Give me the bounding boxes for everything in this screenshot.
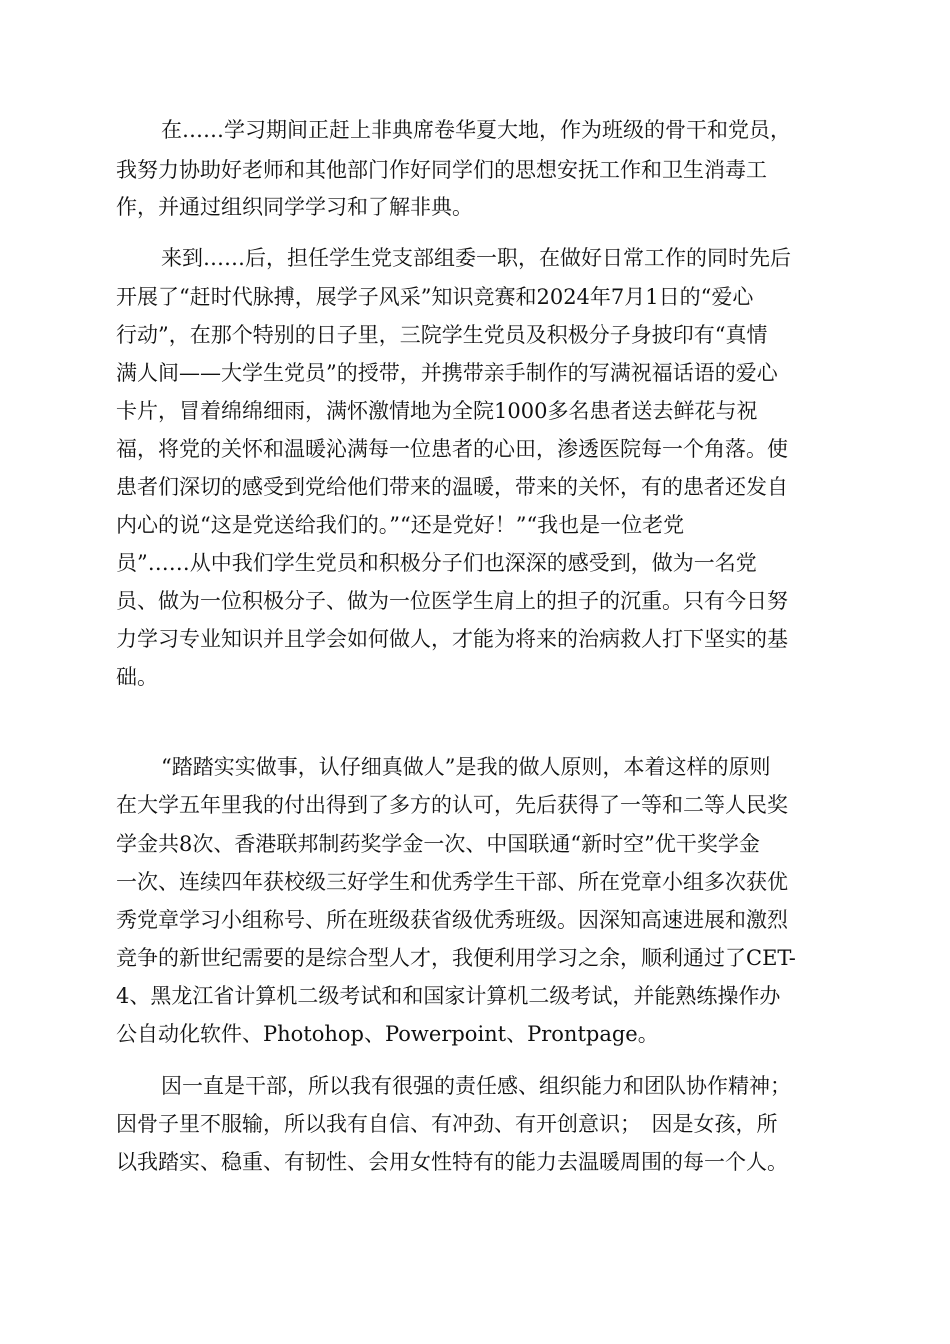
text-line: 患者们深切的感受到党给他们带来的温暖，带来的关怀，有的患者还发自 <box>116 475 788 499</box>
text-line: 员”……从中我们学生党员和积极分子们也深深的感受到，做为一名党 <box>116 551 757 575</box>
text-line: 学金共8次、香港联邦制药奖学金一次、中国联通“新时空”优干奖学金 <box>116 832 760 856</box>
text-line: 在……学习期间正赶上非典席卷华夏大地，作为班级的骨干和党员， <box>161 118 791 142</box>
text-line: 因一直是干部，所以我有很强的责任感、组织能力和团队协作精神； <box>161 1074 791 1098</box>
text-line: 内心的说“这是党送给我们的。”“还是党好！”“我也是一位老党 <box>116 513 685 537</box>
text-line: 4、黑龙江省计算机二级考试和和国家计算机二级考试，并能熟练操作办 <box>116 984 781 1008</box>
text-line: 因骨子里不服输，所以我有自信、有冲劲、有开创意识； 因是女孩，所 <box>116 1112 778 1136</box>
text-line: 力学习专业知识并且学会如何做人，才能为将来的治病救人打下坚实的基 <box>116 627 788 651</box>
text-line: 福，将党的关怀和温暖沁满每一位患者的心田，渗透医院每一个角落。使 <box>116 437 788 461</box>
text-line: 以我踏实、稳重、有韧性、会用女性特有的能力去温暖周围的每一个人。 <box>116 1150 788 1174</box>
text-line: 作，并通过组织同学学习和了解非典。 <box>116 195 473 219</box>
text-line: 员、做为一位积极分子、做为一位医学生肩上的担子的沉重。只有今日努 <box>116 589 788 613</box>
text-line: 开展了“赶时代脉搏，展学子风采”知识竞赛和2024年7月1日的“爱心 <box>116 285 754 309</box>
text-line: 础。 <box>116 665 158 689</box>
text-line: 我努力协助好老师和其他部门作好同学们的思想安抚工作和卫生消毒工 <box>116 158 767 182</box>
text-line: 秀党章学习小组称号、所在班级获省级优秀班级。因深知高速进展和激烈 <box>116 908 788 932</box>
text-line: 在大学五年里我的付出得到了多方的认可，先后获得了一等和二等人民奖 <box>116 793 788 817</box>
text-line: 竞争的新世纪需要的是综合型人才，我便利用学习之余，顺利通过了CET- <box>116 946 796 970</box>
text-line: 满人间——大学生党员”的授带，并携带亲手制作的写满祝福话语的爱心 <box>116 361 778 385</box>
text-line: 一次、连续四年获校级三好学生和优秀学生干部、所在党章小组多次获优 <box>116 870 788 894</box>
text-line: “踏踏实实做事，认仔细真做人”是我的做人原则，本着这样的原则 <box>161 755 771 779</box>
text-line: 行动”，在那个特别的日子里，三院学生党员及积极分子身披印有“真情 <box>116 323 768 347</box>
text-line: 来到……后，担任学生党支部组委一职，在做好日常工作的同时先后 <box>161 246 791 270</box>
text-line: 公自动化软件、Photohop、Powerpoint、Prontpage。 <box>116 1022 659 1046</box>
text-line: 卡片，冒着绵绵细雨，满怀激情地为全院1000多名患者送去鲜花与祝 <box>116 399 758 423</box>
